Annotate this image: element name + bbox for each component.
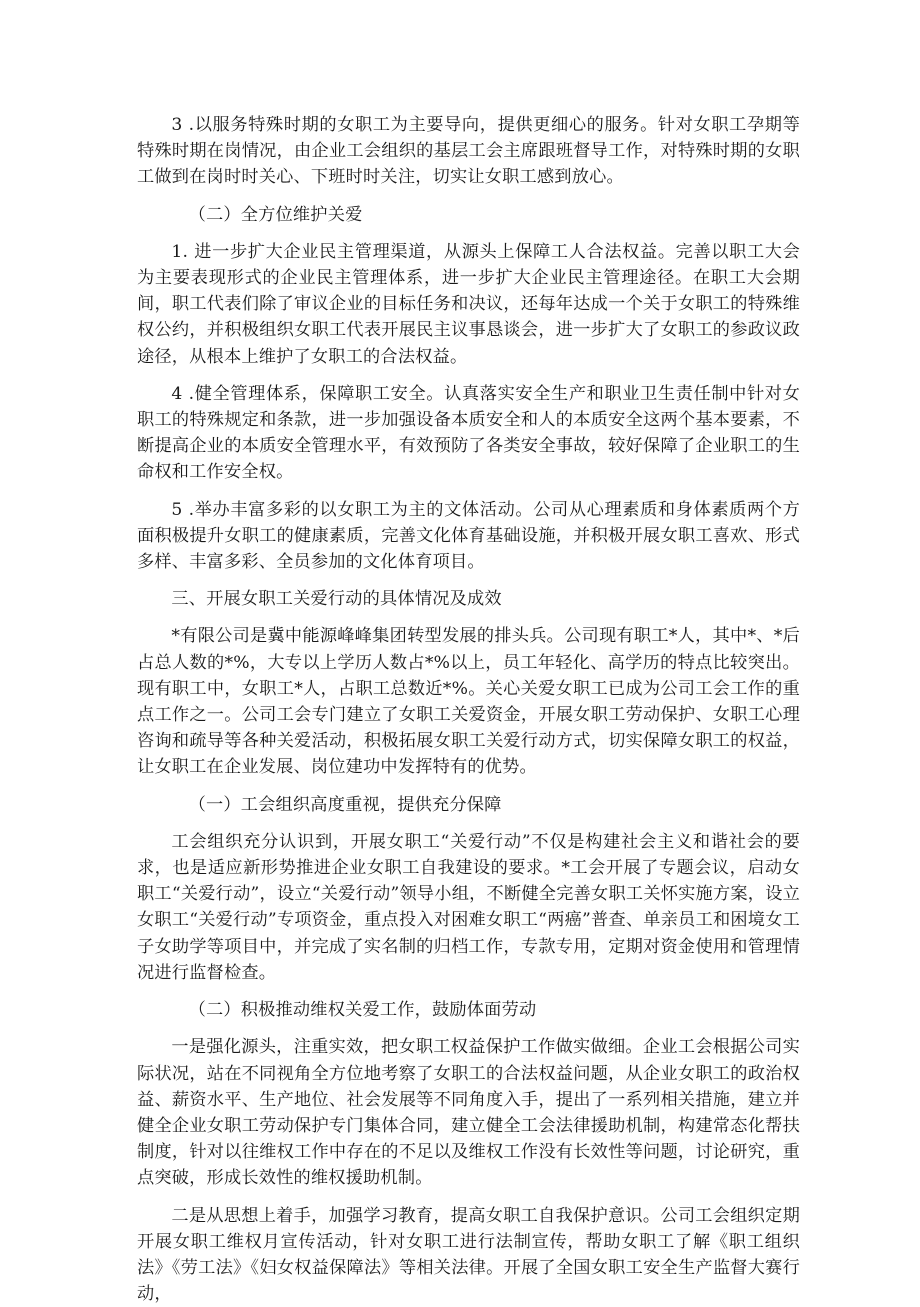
paragraph-cultural-activities: 5 .举办丰富多彩的以女职工为主的文体活动。公司从心理素质和身体素质两个方面积极提升女职工的健康素质，完善文化体育基础设施，并积极开展女职工喜欢、形式多样、丰富多彩、全员参加的文化体育项目。 bbox=[137, 499, 800, 573]
paragraph-special-period-service: 3 .以服务特殊时期的女职工为主要导向，提供更细心的服务。针对女职工孕期等特殊时期在岗情况，由企业工会组织的基层工会主席跟班督导工作，对特殊时期的女职工做到在岗时时关心、下班时时关注，切实让女职工感到放心。 bbox=[137, 115, 800, 188]
paragraph-democratic-management: 1. 进一步扩大企业民主管理渠道，从源头上保障工人合法权益。完善以职工大会为主要表现形式的企业民主管理体系，进一步扩大企业民主管理途径。在职工大会期间，职工代表们除了审议企业的目标任务和决议，还每年达成一个关于女职工的特殊维权公约，并积极组织女职工代表开展民主议事恳谈会，进一步扩大了女职工的参政议政途径，从根本上维护了女职工的合法权益。 bbox=[137, 241, 800, 367]
section-heading-rights-protection: （二）积极推动维权关爱工作，鼓励体面劳动 bbox=[188, 1000, 537, 1021]
paragraph-care-action: 工会组织充分认识到，开展女职工“关爱行动”不仅是构建社会主义和谐社会的要求，也是适应新形势推进企业女职工自我建设的要求。*工会开展了专题会议，启动女职工“关爱行动”，设立“关爱行动”领导小组，不断健全完善女职工关怀实施方案，设立女职工“关爱行动”专项资金，重点投入对困难女职工“两癌”普查、单亲员工和困境女工子女助学等项目中，并完成了实名制的归档工作，专款专用，定期对资金使用和管理情况进行监督检查。 bbox=[137, 831, 800, 983]
section-heading-union-guarantee: （一）工会组织高度重视，提供充分保障 bbox=[188, 794, 502, 815]
paragraph-company-overview: *有限公司是冀中能源峰峰集团转型发展的排头兵。公司现有职工*人，其中*、*后占总人数的*%，大专以上学历人数占*%以上，员工年轻化、高学历的特点比较突出。现有职工中，女职工*人，占职工总数近*%。关心关爱女职工已成为公司工会工作的重点工作之一。公司工会专门建立了女职工关爱资金，开展女职工劳动保护、女职工心理咨询和疏导等各种关爱活动，积极拓展女职工关爱行动方式，切实保障女职工的权益，让女职工在企业发展、岗位建功中发挥特有的优势。 bbox=[137, 626, 800, 778]
section-heading-care-results: 三、开展女职工关爱行动的具体情况及成效 bbox=[171, 589, 502, 610]
paragraph-education: 二是从思想上着手，加强学习教育，提高女职工自我保护意识。公司工会组织定期开展女职工维权月宣传活动，针对女职工进行法制宣传，帮助女职工了解《职工组织法》《劳工法》《妇女权益保障法》等相关法律。开展了全国女职工安全生产监督大赛行动， bbox=[137, 1205, 800, 1305]
section-heading-comprehensive-care: （二）全方位维护关爱 bbox=[188, 204, 363, 225]
paragraph-source-strengthening: 一是强化源头，注重实效，把女职工权益保护工作做实做细。企业工会根据公司实际状况，站在不同视角全方位地考察了女职工的合法权益问题，从企业女职工的政治权益、薪资水平、生产地位、社会发展等不同角度入手，提出了一系列相关措施，建立并健全企业女职工劳动保护专门集体合同，建立健全工会法律援助机制，构建常态化帮扶制度，针对以往维权工作中存在的不足以及维权工作没有长效性等问题，讨论研究，重点突破，形成长效性的维权援助机制。 bbox=[137, 1037, 800, 1189]
paragraph-safety-management: 4 .健全管理体系，保障职工安全。认真落实安全生产和职业卫生责任制中针对女职工的特殊规定和条款，进一步加强设备本质安全和人的本质安全这两个基本要素，不断提高企业的本质安全管理水平，有效预防了各类安全事故，较好保障了企业职工的生命权和工作安全权。 bbox=[137, 383, 800, 483]
